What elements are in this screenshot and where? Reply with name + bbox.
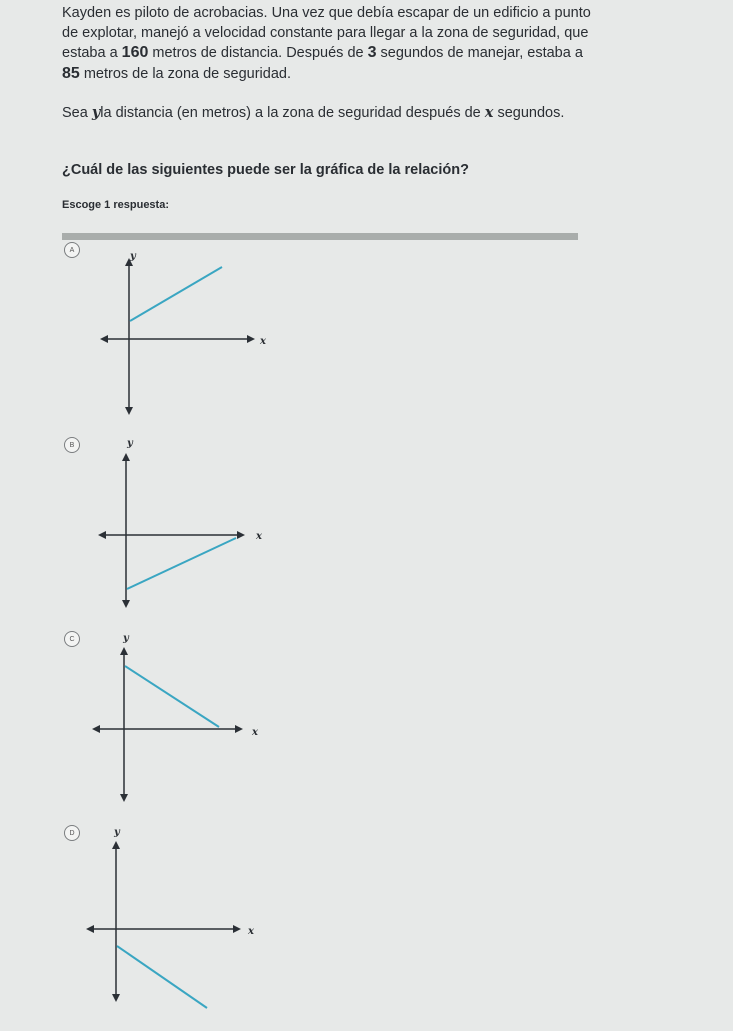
x-axis-arrow-right	[247, 335, 255, 343]
radio-a[interactable]: A	[64, 242, 80, 258]
x-axis-label: x	[248, 926, 254, 937]
instructions-text: Escoge 1 respuesta:	[62, 199, 169, 211]
choice-c[interactable]	[64, 631, 284, 821]
x-axis-label: x	[260, 336, 266, 347]
y-axis-arrow-down	[122, 600, 130, 608]
choice-d[interactable]	[64, 825, 284, 1015]
y-axis-arrow-down	[125, 407, 133, 415]
distance-later: 85	[62, 64, 80, 82]
problem-paragraph-2: Sea yla distancia (en metros) a la zona de seguridad después de x segundos.	[62, 104, 565, 121]
question-text: ¿Cuál de las siguientes puede ser la gráfica de la relación?	[62, 162, 469, 178]
choice-a[interactable]	[64, 242, 284, 432]
y-axis-arrow-up	[112, 841, 120, 849]
graph-d	[64, 825, 284, 1015]
y-axis-label: y	[123, 633, 129, 644]
graph-line	[117, 946, 207, 1008]
y-axis-arrow-down	[112, 994, 120, 1002]
variable-x: x	[484, 104, 494, 121]
time-value: 3	[367, 44, 377, 61]
y-axis-arrow-up	[120, 647, 128, 655]
divider	[62, 233, 578, 240]
graph-line	[130, 267, 222, 321]
x-axis-arrow-right	[233, 925, 241, 933]
variable-y: y	[91, 104, 101, 121]
x-axis-arrow-left	[98, 531, 106, 539]
distance-initial: 160	[121, 44, 149, 61]
y-axis-label: y	[130, 251, 136, 262]
x-axis-label: x	[256, 531, 262, 542]
graph-b	[64, 437, 284, 627]
radio-b[interactable]: B	[64, 437, 80, 453]
graph-a	[64, 242, 284, 432]
graph-c	[64, 631, 284, 821]
problem-paragraph-1: Kayden es piloto de acrobacias. Una vez que debía escapar de un edificio a punto de explotar, manejó a velocidad constante para llegar a la zona de seguridad, que estaba a 160 metros de distancia. Después de 3 segundos de manejar, estaba a 85 metros de la zona de seguridad.	[62, 5, 591, 82]
x-axis-label: x	[252, 727, 258, 738]
x-axis-arrow-left	[86, 925, 94, 933]
choice-b[interactable]	[64, 437, 284, 627]
y-axis-arrow-up	[122, 453, 130, 461]
graph-line	[125, 666, 219, 727]
x-axis-arrow-right	[235, 725, 243, 733]
problem-statement	[62, 4, 602, 124]
y-axis-label: y	[114, 827, 120, 838]
x-axis-arrow-right	[237, 531, 245, 539]
y-axis-arrow-down	[120, 794, 128, 802]
radio-c[interactable]: C	[64, 631, 80, 647]
graph-line	[127, 538, 236, 589]
y-axis-label: y	[127, 438, 133, 449]
x-axis-arrow-left	[100, 335, 108, 343]
x-axis-arrow-left	[92, 725, 100, 733]
radio-d[interactable]: D	[64, 825, 80, 841]
